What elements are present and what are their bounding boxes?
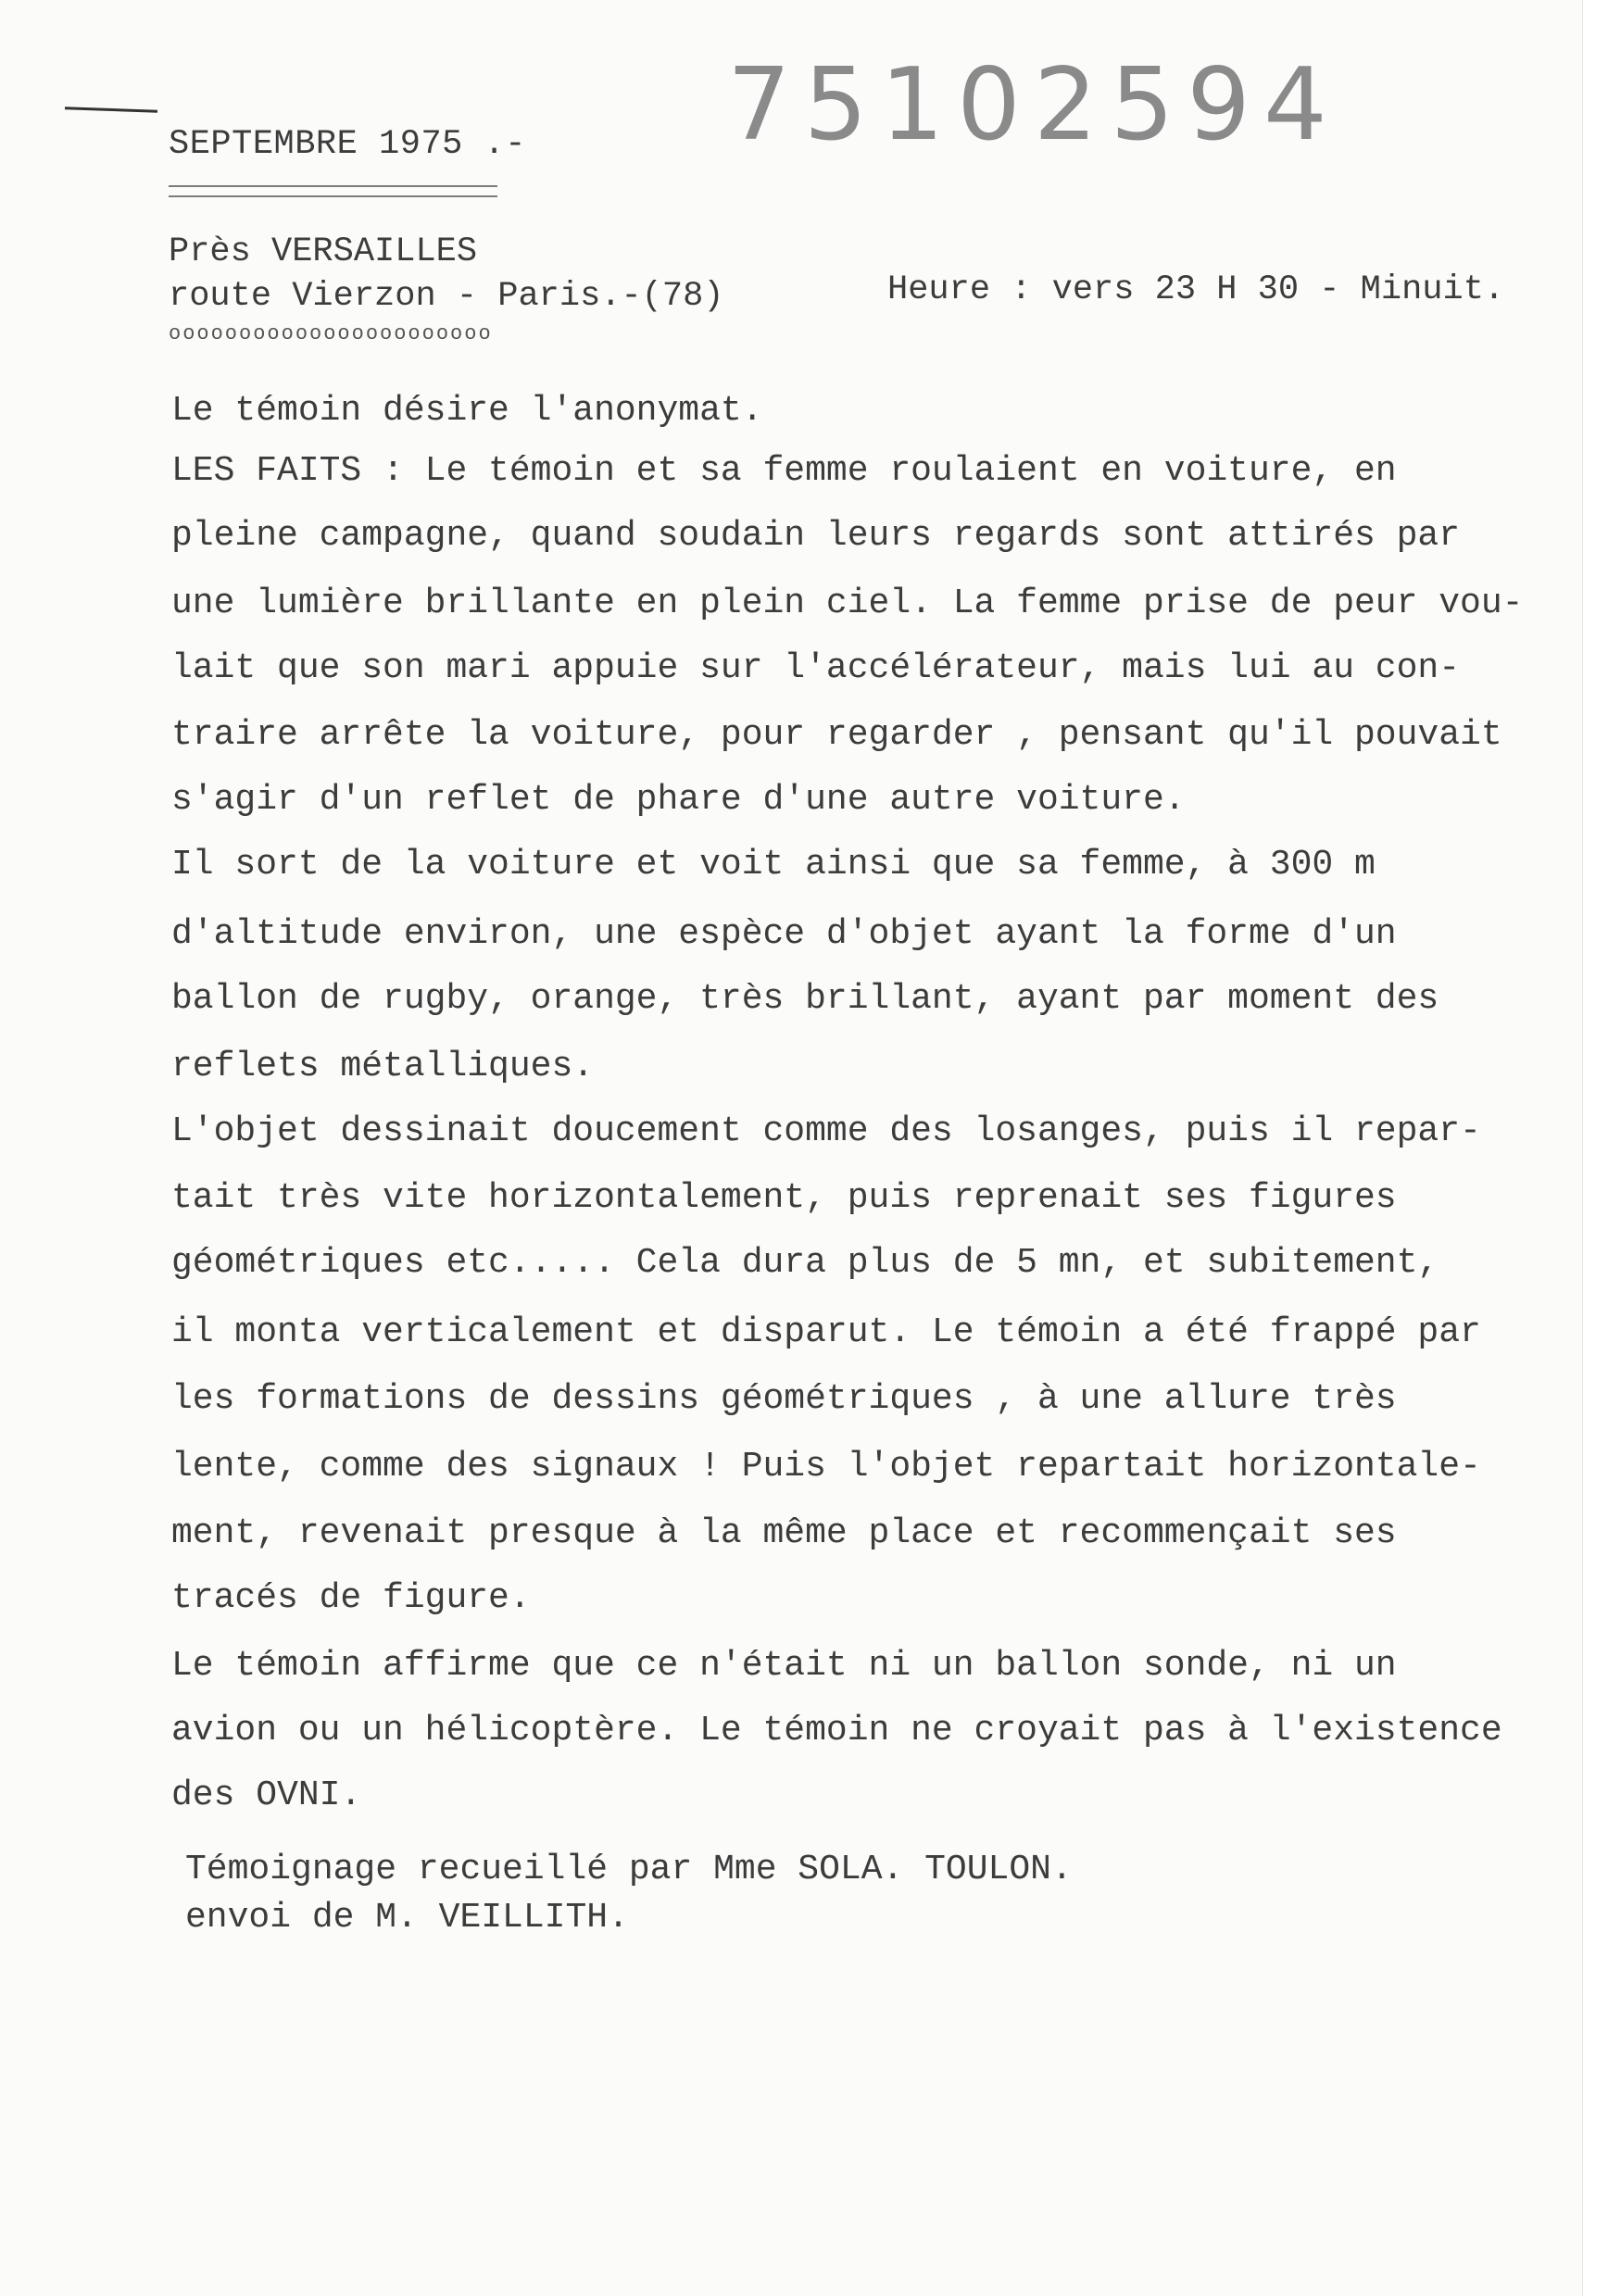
testimony-collector: Témoignage recueillé par Mme SOLA. TOULON. [185,1850,1073,1889]
reference-number-stamp: 75102594 [727,47,1340,163]
date-underline [169,185,497,197]
body-line: il monta verticalement et disparut. Le témoin a été frappé par [171,1312,1481,1352]
event-time: Heure : vers 23 H 30 - Minuit. [887,270,1505,309]
location-line-2: route Vierzon - Paris.-(78) [169,277,724,316]
body-line: LES FAITS : Le témoin et sa femme roulaient en voiture, en [171,451,1397,491]
body-line: Le témoin affirme que ce n'était ni un ballon sonde, ni un [171,1646,1397,1686]
body-line: ballon de rugby, orange, très brillant, ayant par moment des [171,979,1439,1019]
body-line: tracés de figure. [171,1578,531,1618]
report-date: SEPTEMBRE 1975 .- [169,125,526,164]
sender-line: envoi de M. VEILLITH. [185,1898,629,1938]
body-line: lait que son mari appuie sur l'accélérateur, mais lui au con- [171,648,1461,688]
body-line: tait très vite horizontalement, puis reprenait ses figures [171,1178,1397,1218]
body-line: L'objet dessinait doucement comme des losanges, puis il repar- [171,1111,1481,1151]
body-line: Il sort de la voiture et voit ainsi que sa femme, à 300 m [171,845,1376,885]
separator-line: ooooooooooooooooooooooo [169,322,493,345]
body-line: Le témoin désire l'anonymat. [171,391,763,431]
location-line-1: Près VERSAILLES [169,232,478,271]
body-line: traire arrête la voiture, pour regarder , pensant qu'il pouvait [171,715,1502,755]
body-line: pleine campagne, quand soudain leurs regards sont attirés par [171,516,1461,556]
body-line: des OVNI. [171,1775,362,1815]
body-line: s'agir d'un reflet de phare d'une autre voiture. [171,780,1186,820]
body-line: avion ou un hélicoptère. Le témoin ne croyait pas à l'existence [171,1711,1502,1750]
body-line: reflets métalliques. [171,1047,595,1086]
body-line: géométriques etc..... Cela dura plus de 5 mn, et subitement, [171,1243,1439,1283]
body-line: lente, comme des signaux ! Puis l'objet repartait horizontale- [171,1447,1481,1487]
margin-pen-mark [65,107,157,112]
body-line: d'altitude environ, une espèce d'objet ayant la forme d'un [171,914,1397,954]
body-line: une lumière brillante en plein ciel. La femme prise de peur vou- [171,583,1524,623]
body-line: les formations de dessins géométriques , à une allure très [171,1379,1397,1419]
body-line: ment, revenait presque à la même place et recommençait ses [171,1513,1397,1553]
